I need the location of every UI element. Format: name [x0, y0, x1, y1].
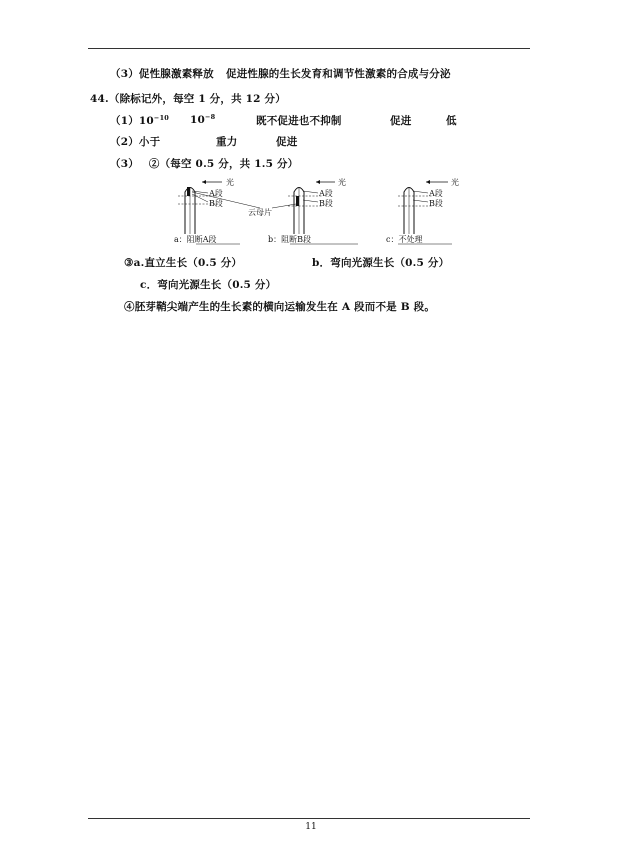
answer-text: ②（每空 0.5 分，共 1.5 分）: [148, 158, 299, 170]
answer-line-1: [110, 113, 470, 128]
answer-text: 促进: [276, 136, 298, 148]
result-line-a-b: [124, 255, 454, 270]
concentration-1: $10^{-10}$: [138, 114, 170, 127]
segment-b-label-a: B段: [209, 199, 223, 208]
header-rule: [88, 48, 530, 49]
answer-text: 既不促进也不抑制: [256, 115, 342, 127]
result-line-c: c．弯向光源生长（0.5 分）: [140, 279, 277, 291]
item-number: （2）: [110, 136, 139, 148]
light-label-c: 光: [451, 178, 459, 187]
answer-text: 促进性腺的生长发育和调节性激素的合成与分泌: [226, 68, 451, 80]
page-number: 11: [305, 822, 317, 832]
footer-rule: [88, 818, 530, 819]
answer-text: 低: [446, 115, 457, 127]
answer-line-3-hormone: [110, 66, 451, 81]
caption-b: b：阻断B段: [268, 235, 311, 244]
segment-a-label-a: A段: [209, 189, 223, 198]
light-label-a: 光: [226, 178, 234, 187]
item-number: （3）: [110, 158, 139, 170]
answer-text: 促性腺激素释放: [138, 68, 214, 80]
answer-text: 促进: [390, 115, 412, 127]
coleoptile-figure: [160, 174, 460, 246]
answer-line-3-experiment: [110, 156, 298, 171]
coleoptile-diagram: [160, 174, 460, 246]
item-number: （1）: [110, 115, 139, 127]
conclusion-line: ④胚芽鞘尖端产生的生长素的横向运输发生在 A 段而不是 B 段。: [124, 301, 436, 313]
answer-text: 小于: [138, 136, 161, 148]
answer-text: 重力: [216, 136, 238, 148]
segment-b-label-b: B段: [319, 199, 333, 208]
coleoptile-c: [386, 177, 459, 244]
question-44-heading: 44.（除标记外，每空 1 分，共 12 分）: [90, 93, 286, 105]
coleoptile-b: [268, 177, 358, 244]
mica-label: 云母片: [248, 208, 272, 217]
coleoptile-a: [174, 177, 240, 244]
segment-b-label-c: B段: [429, 199, 443, 208]
answer-line-2: [110, 134, 410, 149]
caption-c: c：不处理: [386, 235, 423, 244]
segment-a-label-b: A段: [319, 189, 333, 198]
concentration-2: $10^{-8}$: [190, 113, 216, 126]
light-label-b: 光: [338, 178, 346, 187]
item-number: （3）: [110, 68, 139, 80]
segment-a-label-c: A段: [429, 189, 443, 198]
caption-a: a：阻断A段: [174, 235, 217, 244]
answer-text: ③a.直立生长（0.5 分）: [124, 257, 243, 269]
answer-text: b．弯向光源生长（0.5 分）: [312, 257, 450, 269]
